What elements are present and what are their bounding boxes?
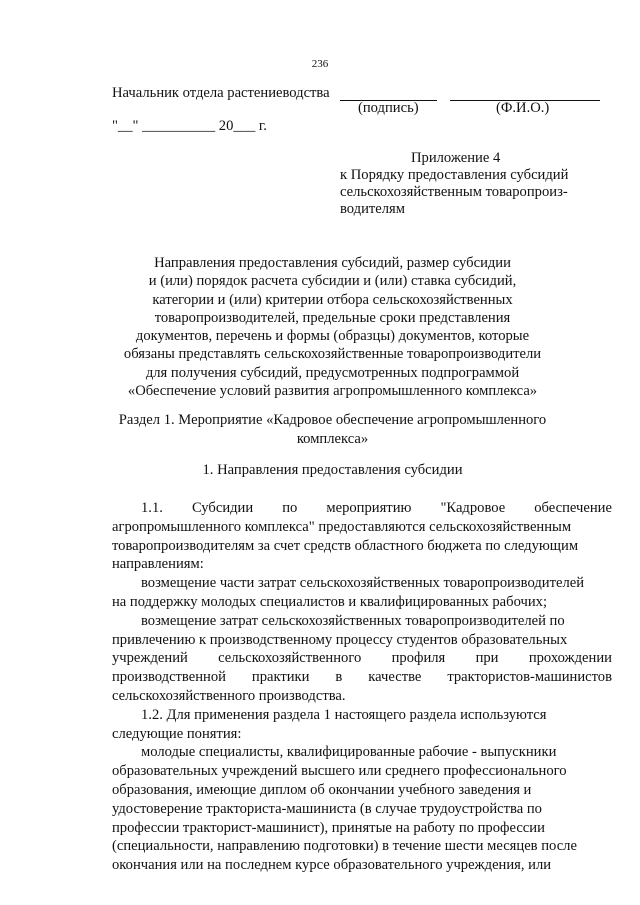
paragraph-line: профессии тракторист-машинист), принятые на работу по профессии	[112, 819, 545, 836]
paragraph-line: следующие понятия:	[112, 725, 242, 742]
appendix-line: водителям	[340, 201, 405, 217]
date-line: "__" __________ 20___ г.	[112, 118, 267, 134]
paragraph-line: (специальности, направлению подготовки) в течение шести месяцев после	[112, 838, 577, 855]
paragraph-line: удостоверение тракториста-машиниста (в случае трудоустройства по	[112, 800, 542, 817]
title-line: для получения субсидий, предусмотренных подпрограммой	[145, 364, 520, 381]
title-line: и (или) порядок расчета субсидии и (или) ставка субсидий,	[148, 273, 517, 290]
paragraph-line: агропромышленного комплекса" предоставляются сельскохозяйственным	[112, 518, 572, 535]
section-line: комплекса»	[296, 430, 369, 447]
signature-label: Начальник отдела растениеводства	[112, 85, 330, 101]
page-number: 236	[311, 58, 329, 70]
word: по	[282, 500, 298, 516]
word: 1.1.	[141, 500, 163, 516]
paragraph-line	[112, 649, 612, 668]
document-title	[80, 254, 585, 400]
title-line: Направления предоставления субсидий, размер субсидии	[154, 255, 511, 271]
signature-caption: (подпись)	[358, 100, 419, 116]
name-caption: (Ф.И.О.)	[496, 100, 550, 116]
paragraph-line: привлечению к производственному процессу студентов образовательных	[112, 631, 568, 648]
paragraph-line	[112, 668, 612, 687]
paragraph-line: на поддержку молодых специалистов и квалифицированных рабочих;	[112, 593, 548, 610]
paragraph-line: образовательных учреждений высшего или среднего профессионального	[112, 763, 567, 780]
paragraph-4-first-line: 1.2. Для применения раздела 1 настоящего раздела используются	[141, 706, 547, 723]
word: сельскохозяйственного	[218, 650, 362, 667]
paragraph-3-first-line: возмещение затрат сельскохозяйственных товаропроизводителей по	[141, 612, 565, 629]
body-text	[112, 499, 612, 875]
appendix-block	[340, 150, 605, 218]
word: обеспечение	[534, 500, 612, 516]
paragraph-line: товаропроизводителям за счет средств областного бюджета по следующим	[112, 537, 579, 554]
paragraph-line: сельскохозяйственного производства.	[112, 687, 346, 704]
title-line: «Обеспечение условий развития агропромышленного комплекса»	[127, 383, 538, 400]
word: трактористов-машинистов	[447, 669, 612, 686]
appendix-line: сельскохозяйственным товаропроиз-	[340, 184, 568, 200]
word: профиля	[391, 650, 446, 667]
word: качестве	[368, 669, 422, 686]
word: "Кадровое	[440, 500, 506, 516]
title-line: документов, перечень и формы (образцы) документов, которые	[135, 328, 530, 345]
appendix-line: к Порядку предоставления субсидий	[340, 167, 569, 183]
paragraph-line: образования, имеющие диплом об окончании учебного заведения и	[112, 781, 532, 798]
word: практики	[251, 669, 310, 686]
word: при	[475, 650, 499, 667]
section-line: Раздел 1. Мероприятие «Кадровое обеспечение агропромышленного	[118, 412, 547, 428]
word: прохождении	[528, 650, 612, 667]
paragraph-1-first-line	[112, 499, 612, 518]
paragraph-line: направлениям:	[112, 556, 204, 573]
word: производственной	[112, 669, 226, 686]
paragraph-line: окончания или на последнем курсе образовательного учреждения, или	[112, 857, 552, 874]
title-line: товаропроизводителей, предельные сроки представления	[154, 309, 511, 326]
paragraph-2-first-line: возмещение части затрат сельскохозяйственных товаропроизводителей	[141, 575, 585, 592]
title-line: категории и (или) критерии отбора сельскохозяйственных	[152, 291, 513, 308]
appendix-title: Приложение 4	[411, 150, 501, 166]
word: в	[335, 669, 343, 686]
paragraph-5-first-line: молодые специалисты, квалифицированные рабочие - выпускники	[141, 744, 557, 761]
title-line: обязаны представлять сельскохозяйственные товаропроизводители	[123, 346, 542, 363]
word: учреждений	[112, 650, 188, 667]
word: Субсидии	[191, 500, 254, 516]
subheading: 1. Направления предоставления субсидии	[202, 462, 463, 478]
word: мероприятию	[326, 500, 412, 516]
section-heading	[90, 411, 575, 448]
